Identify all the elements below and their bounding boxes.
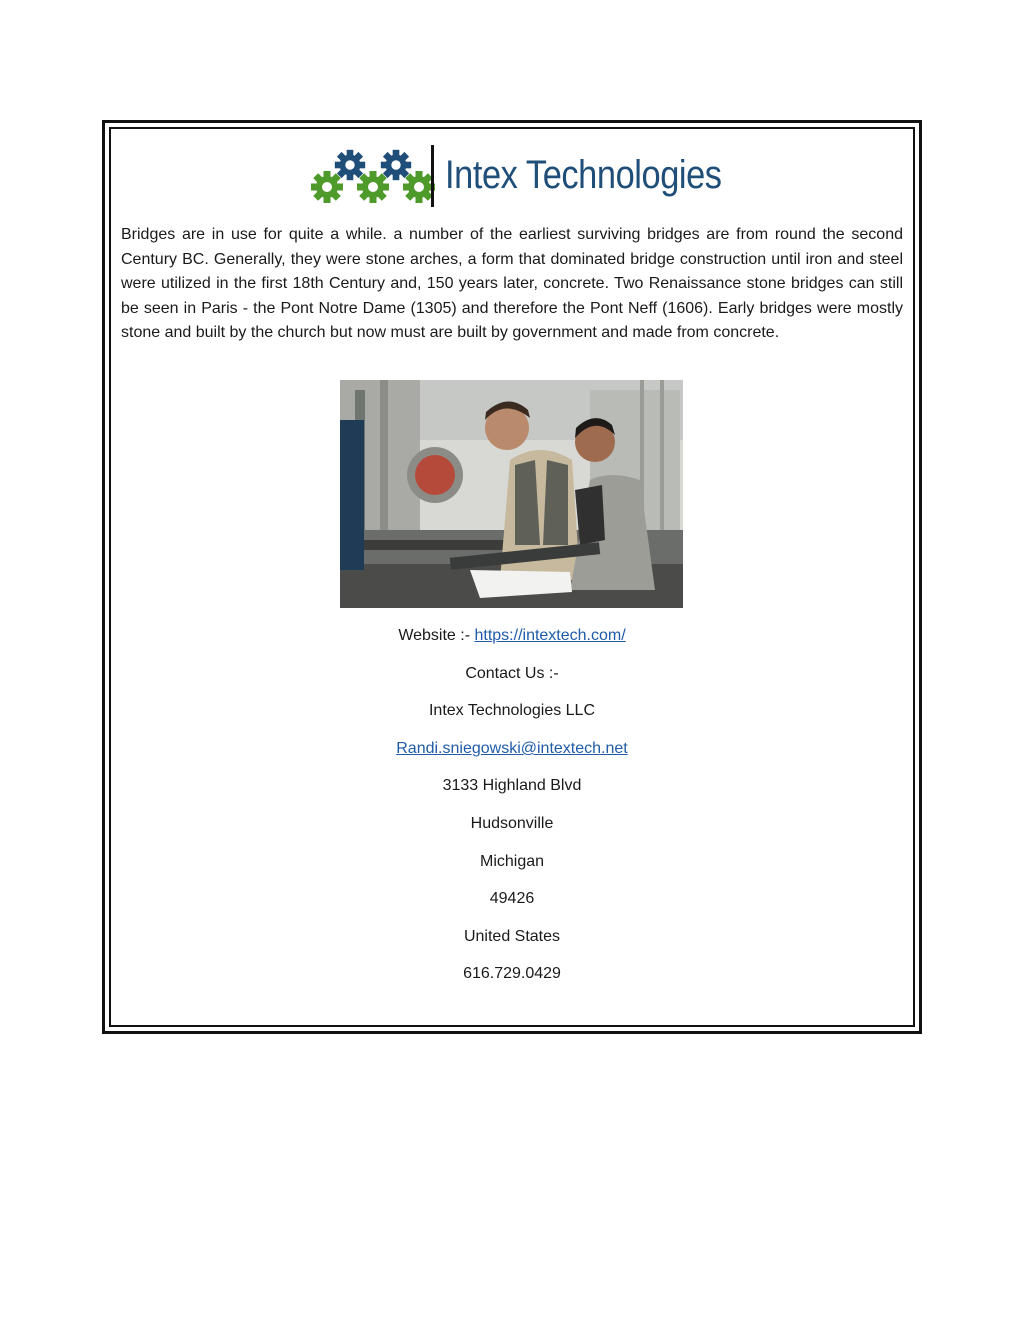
gears-icon [307, 139, 441, 215]
city: Hudsonville [470, 815, 554, 832]
website-line [111, 626, 913, 646]
intro-paragraph: Bridges are in use for quite a while. a number of the earliest surviving bridges are from round the second Century BC. Generally, they were stone arches, a form that dominated bridge construction until iron and steel were utilized in the first 18th Century and, 150 years later, concrete. Two Renaissance stone bridges can still be seen in Paris - the Pont Notre Dame (1305) and therefore the Pont Neff (1606). Early bridges were mostly stone and built by the church but now must are built by government and made from concrete. [121, 226, 903, 341]
company-logo [307, 139, 731, 215]
contact-heading: Contact Us :- [465, 665, 559, 682]
company-name: Intex Technologies LLC [428, 702, 596, 719]
website-label: Website :- [398, 627, 475, 644]
document-frame-inner [109, 127, 915, 1027]
logo-divider [431, 145, 434, 207]
email-line [111, 739, 913, 759]
logo-company-name: Intex Technologies [445, 153, 722, 197]
state: Michigan [479, 853, 545, 870]
country: United States [463, 928, 561, 945]
phone-number: 616.729.0429 [463, 965, 561, 982]
workshop-photo [340, 380, 683, 608]
document-frame-outer [102, 120, 922, 1034]
street-address: 3133 Highland Blvd [442, 777, 582, 794]
email-link[interactable]: Randi.sniegowski@intextech.net [396, 740, 628, 757]
website-link[interactable]: https://intextech.com/ [474, 627, 626, 644]
zip-code: 49426 [489, 890, 535, 907]
